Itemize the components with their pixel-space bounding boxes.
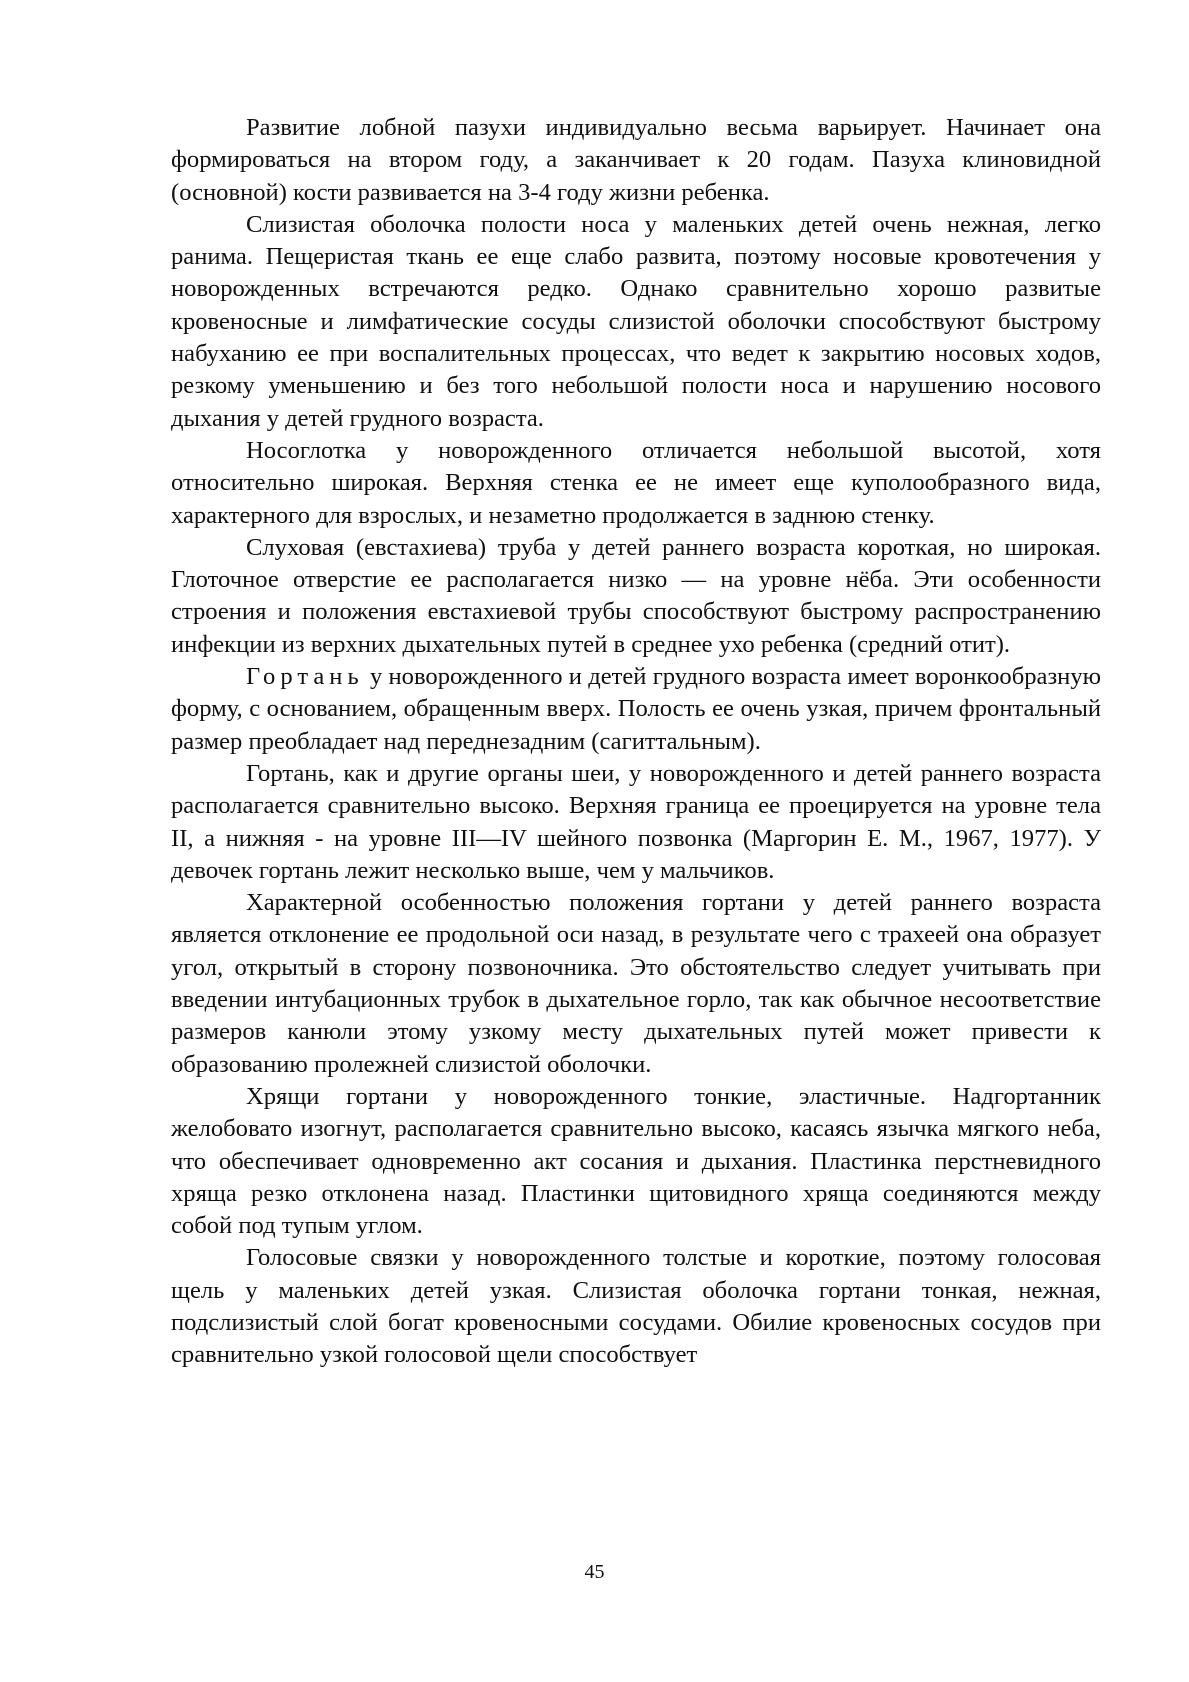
paragraph-larynx-position: Гортань, как и другие органы шеи, у новорожденного и детей раннего возраста располагается сравнительно высоко. Верхняя граница ее проецируется на уровне тела II, а нижняя - на уровне III—IV шейного позвонка (Маргорин Е. М., 1967, 1977). У девочек гортань лежит несколько выше, чем у мальчиков. xyxy=(171,759,1101,884)
paragraph-vocal-cords: Голосовые связки у новорожденного толстые и короткие, поэтому голосовая щель у маленьких детей узкая. Слизистая оболочка гортани тонкая, нежная, подслизистый слой богат кровеносными сосудами. Обилие кровеносных сосудов при сравнительно узкой голосовой щели способствует xyxy=(171,1244,1101,1369)
paragraph-larynx-axis: Характерной особенностью положения гортани у детей раннего возраста является отклонение ее продольной оси назад, в результате чего с трахеей она образует угол, открытый в сторону позвоночника. Это обстоятельство следует учитывать при введении интубационных трубок в дыхательное горло, так как обычное несоответствие размеров канюли этому узкому месту дыхательных путей может привести к образованию пролежней слизистой оболочки. xyxy=(171,889,1101,1078)
paragraph-auditory-tube: Слуховая (евстахиева) труба у детей раннего возраста короткая, но широкая. Глоточное отверстие ее располагается низко — на уровне нёба. Эти особенности строения и положения евстахиевой трубы способствуют быстрому распространению инфекции из верхних дыхательных путей в среднее ухо ребенка (средний отит). xyxy=(171,533,1101,658)
paragraph-laryngeal-cartilages: Хрящи гортани у новорожденного тонкие, эластичные. Надгортанник желобовато изогнут, располагается сравнительно высоко, касаясь язычка мягкого неба, что обеспечивает одновременно акт сосания и дыхания. Пластинка перстневидного хряща резко отклонена назад. Пластинки щитовидного хряща соединяются между собой под тупым углом. xyxy=(171,1082,1101,1240)
term-larynx: Гортань xyxy=(246,663,364,691)
page-number: 45 xyxy=(584,1561,605,1583)
paragraph-nasal-mucosa: Слизистая оболочка полости носа у маленьких детей очень нежная, легко ранима. Пещеристая ткань ее еще слабо развита, поэтому носовые кровотечения у новорожденных встречаются редко. Однако сравнительно хорошо развитые кровеносные и лимфатические сосуды слизистой оболочки способствуют быстрому набуханию ее при воспалительных процессах, что ведет к закрытию носовых ходов, резкому уменьшению и без того небольшой полости носа и нарушению носового дыхания у детей грудного возраста. xyxy=(171,210,1101,432)
paragraph-larynx-shape xyxy=(171,661,1101,758)
paragraph-nasopharynx: Носоглотка у новорожденного отличается небольшой высотой, хотя относительно широкая. Верхняя стенка ее не имеет еще куполообразного вида, характерного для взрослых, и незаметно продолжается в заднюю стенку. xyxy=(171,436,1101,529)
paragraph-frontal-sinus: Развитие лобной пазухи индивидуально весьма варьирует. Начинает она формироваться на втором году, а заканчивает к 20 годам. Пазуха клиновидной (основной) кости развивается на 3-4 году жизни ребенка. xyxy=(171,114,1101,206)
document-body xyxy=(171,112,1101,1372)
paragraph-larynx-shape-text: у новорожденного и детей грудного возраста имеет воронкообразную форму, с основанием, обращенным вверх. Полость ее очень узкая, причем фронтальный размер преобладает над переднезадним (сагиттальным). xyxy=(171,663,1101,755)
